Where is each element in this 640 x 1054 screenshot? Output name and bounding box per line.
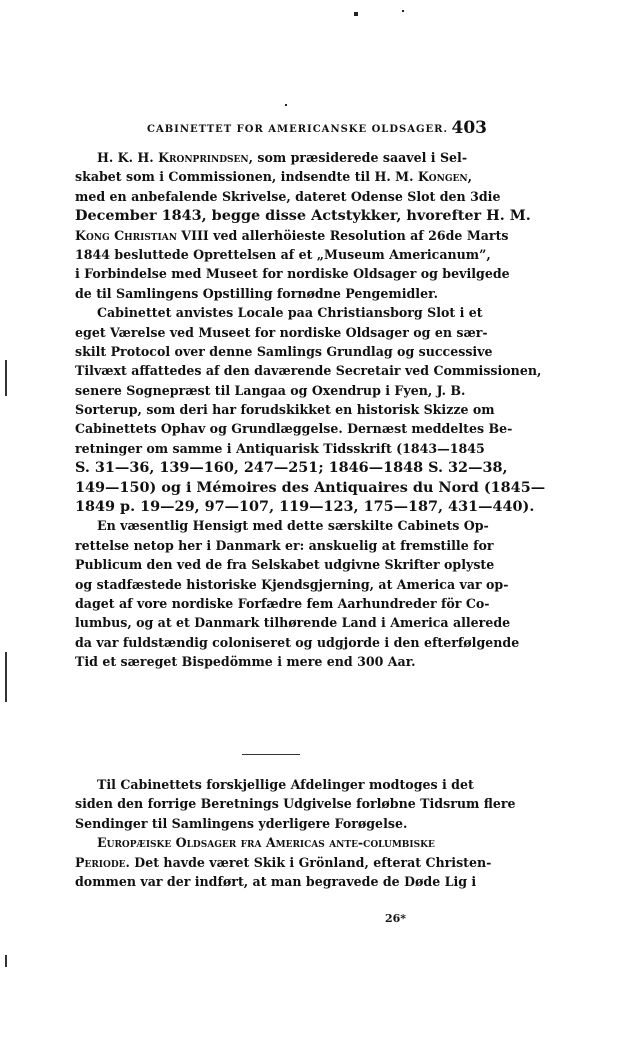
text-line: med en anbefalende Skrivelse, dateret Odense Slot den 3die <box>75 188 501 204</box>
signature-mark: 26* <box>385 912 407 925</box>
text-line: dommen var der indført, at man begravede de Døde Lig i <box>75 873 477 889</box>
text-line: En væsentlig Hensigt med dette særskilte Cabinets Op- <box>97 518 489 534</box>
text-line: eget Værelse ved Museet for nordiske Oldsager og en sær- <box>75 324 488 340</box>
section-divider <box>242 754 300 755</box>
scan-speck <box>402 10 404 12</box>
text-line: og stadfæstede historiske Kjendsgjerning, at America var op- <box>75 576 509 592</box>
text-line: H. K. H. Kronprindsen, som præsiderede saavel i Sel- <box>97 150 468 165</box>
text-line: de til Samlingens Opstilling fornødne Pengemidler. <box>75 285 438 301</box>
text-line: skabet som i Commissionen, indsendte til H. M. Kongen, <box>75 169 473 185</box>
margin-mark <box>5 360 7 396</box>
text-line: 149—150) og i Mémoires des Antiquaires du Nord (1845— <box>75 478 546 496</box>
main-text <box>75 148 546 672</box>
text-line: Tilvæxt affattedes af den daværende Secretair ved Commissionen, <box>75 363 542 379</box>
text-line: S. 31—36, 139—160, 247—251; 1846—1848 S. 32—38, <box>75 459 508 477</box>
margin-mark <box>5 955 7 967</box>
page-number: 403 <box>451 118 487 138</box>
margin-mark <box>5 652 7 702</box>
text-line: senere Sognepræst til Langaa og Oxendrup i Fyen, J. B. <box>75 382 466 398</box>
text-line: da var fuldstændig coloniseret og udgjorde i den efterfølgende <box>75 634 520 650</box>
text-line: December 1843, begge disse Actstykker, hvorefter H. M. <box>75 207 531 225</box>
scan-speck <box>285 104 287 106</box>
text-line: rettelse netop her i Danmark er: anskuelig at fremstille for <box>75 537 494 553</box>
text-line: Sendinger til Samlingens yderligere Forøgelse. <box>75 815 408 831</box>
text-line: Tid et særeget Bispedömme i mere end 300 Aar. <box>75 654 416 670</box>
text-line: Til Cabinettets forskjellige Afdelinger modtoges i det <box>97 777 474 792</box>
text-line: lumbus, og at et Danmark tilhørende Land i America allerede <box>75 615 511 631</box>
text-line: retninger om samme i Antiquarisk Tidsskrift (1843—1845 <box>75 440 485 456</box>
text-line: Kong Christian VIII ved allerhöieste Resolution af 26de Marts <box>75 227 509 243</box>
scan-speck <box>354 12 358 16</box>
text-line: Europæiske Oldsager fra Americas ante-columbiske <box>97 835 435 851</box>
text-line: Sorterup, som deri har forudskikket en historisk Skizze om <box>75 402 495 418</box>
running-head: CABINETTET FOR AMERICANSKE OLDSAGER. <box>147 124 448 135</box>
text-line: i Forbindelse med Museet for nordiske Oldsager og bevilgede <box>75 266 510 282</box>
text-line: daget af vore nordiske Forfædre fem Aarhundreder för Co- <box>75 595 490 611</box>
text-line: 1844 besluttede Oprettelsen af et „Museum Americanum”, <box>75 246 491 262</box>
secondary-text <box>75 775 516 891</box>
text-line: Cabinettets Ophav og Grundlæggelse. Dernæst meddeltes Be- <box>75 421 513 437</box>
text-line: 1849 p. 19—29, 97—107, 119—123, 175—187, 431—440). <box>75 498 535 516</box>
text-line: Periode. Det havde været Skik i Grönland, efterat Christen- <box>75 854 492 870</box>
page-header <box>75 118 487 142</box>
text-line: siden den forrige Beretnings Udgivelse forløbne Tidsrum flere <box>75 796 516 812</box>
text-line: skilt Protocol over denne Samlings Grundlag og successive <box>75 343 493 359</box>
text-line: Cabinettet anvistes Locale paa Christiansborg Slot i et <box>97 305 483 321</box>
text-line: Publicum den ved de fra Selskabet udgivne Skrifter oplyste <box>75 557 495 573</box>
